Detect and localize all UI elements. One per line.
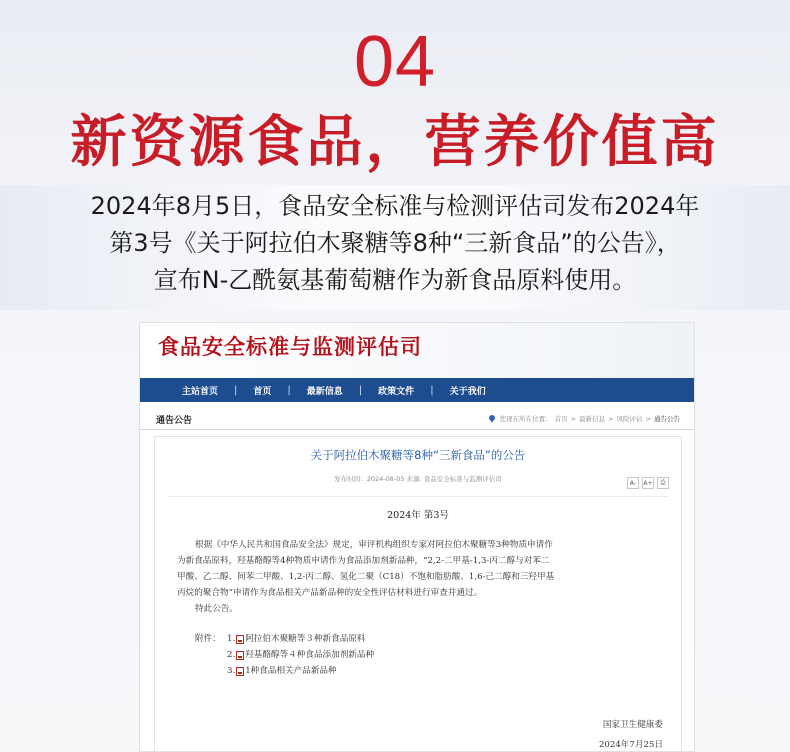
website-screenshot xyxy=(139,322,695,752)
attachment-number: 3. xyxy=(227,666,236,676)
font-decrease-button[interactable]: A- xyxy=(627,477,639,489)
attachment-link[interactable]: 羟基酪醇等４种食品添加剂新品种 xyxy=(245,650,375,660)
attachment-item xyxy=(177,647,663,663)
pdf-file-icon xyxy=(236,667,244,676)
nav-divider: | xyxy=(358,384,363,396)
breadcrumb-link-latest[interactable]: 最新信息 xyxy=(579,415,606,423)
nav-divider: | xyxy=(287,384,291,396)
attachments-label: 附件： xyxy=(195,634,221,644)
attachment-link[interactable]: 1种食品相关产品新品种 xyxy=(245,666,337,676)
nav-divider: | xyxy=(430,384,434,396)
nav-item-about[interactable]: 关于我们 xyxy=(449,386,486,397)
breadcrumb-separator: > xyxy=(608,414,614,423)
article-card xyxy=(154,436,682,752)
attachments xyxy=(177,631,663,679)
breadcrumb-separator: > xyxy=(570,414,577,423)
breadcrumb-prefix: 您现在所在位置： xyxy=(499,415,552,423)
article-title: 关于阿拉伯木聚糖等8种“三新食品”的公告 xyxy=(310,448,526,462)
attachment-number: 1. xyxy=(227,634,236,644)
attachment-link[interactable]: 阿拉伯木聚糖等３种新食品原料 xyxy=(245,634,366,644)
attachments-label-cell xyxy=(177,631,227,647)
main-nav xyxy=(140,378,694,402)
attachment-item xyxy=(177,663,663,679)
article-body xyxy=(177,537,663,679)
sign-date: 2024年7月25日 xyxy=(598,740,663,750)
body-line: 根据《中华人民共和国食品安全法》规定，审评机构组织专家对阿拉伯木聚糖等3种物质申请作 xyxy=(195,540,553,550)
location-pin-icon xyxy=(489,415,495,423)
pdf-file-icon xyxy=(236,635,244,644)
site-header xyxy=(140,323,694,378)
breadcrumb-current: 通告公告 xyxy=(654,415,680,423)
nav-item-latest[interactable]: 最新信息 xyxy=(306,386,343,397)
site-title: 食品安全标准与监测评估司 xyxy=(158,335,422,359)
attachment-number: 2. xyxy=(227,650,236,660)
breadcrumb xyxy=(489,414,680,423)
section-number: 04 xyxy=(353,22,437,102)
body-line: 为新食品原料，羟基酪醇等4种物质申请作为食品添加剂新品种，“2,2-二甲基-1,3-丙二醇与对苯二 xyxy=(177,556,550,566)
body-line: 甲酸、乙二醇、间苯二甲酸、1,2-丙二醇、氢化二聚（C18）不饱和脂肪酸、1,6-己二醇和三羟甲基 xyxy=(177,572,555,582)
breadcrumb-row xyxy=(140,408,694,430)
article-tools xyxy=(627,477,669,489)
breadcrumb-link-risk[interactable]: 风险评估 xyxy=(616,415,643,423)
intro-line: 2024年8月5日，食品安全标准与检测评估司发布2024年 xyxy=(90,192,700,220)
nav-divider: | xyxy=(234,384,238,396)
print-icon[interactable]: ⎙ xyxy=(657,477,669,489)
nav-item-home[interactable]: 首页 xyxy=(253,386,272,397)
article-meta-row xyxy=(167,469,669,497)
signature-block xyxy=(599,715,663,752)
body-line: 丙烷的聚合物”申请作为食品相关产品新品种的安全性评估材料进行审查并通过。 xyxy=(177,588,483,598)
breadcrumb-separator: > xyxy=(645,414,651,423)
signer: 国家卫生健康委 xyxy=(602,720,663,730)
nav-item-policy[interactable]: 政策文件 xyxy=(378,386,415,397)
breadcrumb-link-home[interactable]: 首页 xyxy=(554,415,568,423)
pdf-file-icon xyxy=(236,651,244,660)
intro-line: 宣布N-乙酰氨基葡萄糖作为新食品原料使用。 xyxy=(153,266,637,294)
attachment-item xyxy=(177,631,663,647)
nav-item-main-home[interactable]: 主站首页 xyxy=(182,386,219,397)
intro-text xyxy=(38,188,752,299)
document-number: 2024年 第3号 xyxy=(387,510,449,521)
font-increase-button[interactable]: A+ xyxy=(642,477,654,489)
section-title: 通告公告 xyxy=(156,416,193,426)
article-meta: 发布时间：2024-08-05 来源: 食品安全标准与监测评估司 xyxy=(334,475,502,483)
closing-line: 特此公告。 xyxy=(195,604,238,614)
intro-line: 第3号《关于阿拉伯木聚糖等8种“三新食品”的公告》， xyxy=(109,229,681,257)
headline: 新资源食品，营养价值高 xyxy=(70,110,720,175)
